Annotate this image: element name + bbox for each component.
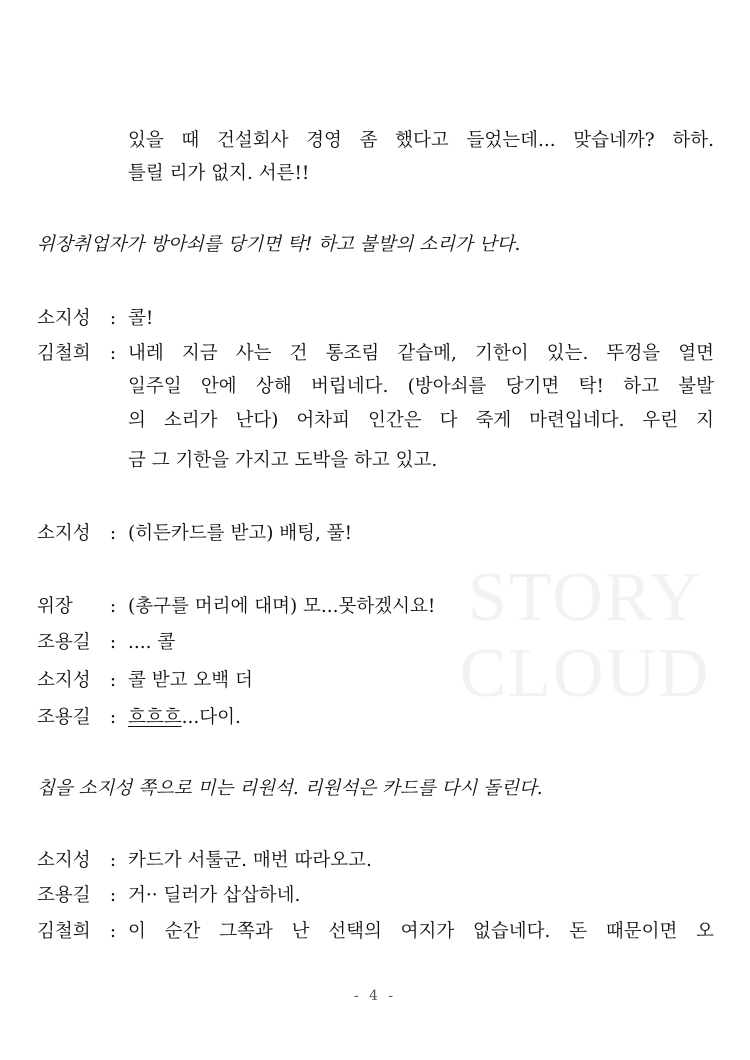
dialogue-line: (총구를 머리에 대며) 모...못하겠시요! (128, 596, 436, 617)
speaker-colon: : (109, 596, 117, 617)
speaker-colon: : (109, 885, 117, 906)
dialogue-line: 콜! (128, 308, 154, 329)
speaker-colon: : (109, 707, 117, 728)
dialogue-line: .... 콜 (128, 632, 176, 653)
underlined-laugh: 흐흐흐 (128, 707, 182, 728)
speaker-name: 조용길 (37, 707, 91, 728)
dialogue-line: 콜 받고 오백 더 (128, 670, 253, 691)
stage-direction: 칩을 소지성 쪽으로 미는 리원석. 리원석은 카드를 다시 돌린다. (37, 778, 543, 799)
dialogue-line: 이 순간 그쪽과 난 선택의 여지가 없습네다. 돈 때문이면 오 (128, 921, 714, 942)
dialogue-continuation-line: 있을 때 건설회사 경영 좀 했다고 들었는데... 맞습네까? 하하. (128, 130, 714, 151)
speaker-name: 위장 (37, 596, 73, 617)
dialogue-line: 의 소리가 난다) 어차피 인간은 다 죽게 마련입네다. 우린 지 (128, 410, 714, 431)
dialogue-line (128, 705, 714, 731)
speaker-name: 김철희 (37, 921, 91, 942)
speaker-colon: : (109, 921, 117, 942)
speaker-colon: : (109, 670, 117, 691)
dialogue-text: ...다이. (181, 707, 241, 728)
speaker-colon: : (109, 850, 117, 871)
speaker-name: 소지성 (37, 670, 91, 691)
stage-direction: 위장취업자가 방아쇠를 당기면 탁! 하고 불발의 소리가 난다. (37, 234, 521, 255)
speaker-colon: : (109, 632, 117, 653)
speaker-name: 소지성 (37, 850, 91, 871)
dialogue-line: 금 그 기한을 가지고 도박을 하고 있고. (128, 450, 438, 471)
dialogue-line: (히든카드를 받고) 배팅, 풀! (128, 523, 353, 544)
watermark-line-1: STORY (467, 559, 703, 636)
speaker-name: 김철희 (37, 343, 91, 364)
speaker-name: 소지성 (37, 523, 91, 544)
dialogue-continuation-line: 틀릴 리가 없지. 서른!! (128, 163, 310, 184)
speaker-name: 소지성 (37, 308, 91, 329)
watermark-line-2: CLOUD (459, 635, 711, 712)
dialogue-line: 일주일 안에 상해 버립네다. (방아쇠를 당기면 탁! 하고 불발 (128, 376, 714, 397)
dialogue-line: 내레 지금 사는 건 통조림 같습메, 기한이 있는. 뚜껑을 열면 (128, 343, 714, 364)
page-number: - 4 - (353, 988, 397, 1004)
speaker-name: 조용길 (37, 632, 91, 653)
speaker-colon: : (109, 308, 117, 329)
speaker-name: 조용길 (37, 885, 91, 906)
dialogue-line: 거·· 딜러가 삽삽하네. (128, 885, 301, 906)
dialogue-line: 카드가 서툴군. 매번 따라오고. (128, 850, 372, 871)
speaker-colon: : (109, 343, 117, 364)
speaker-colon: : (109, 523, 117, 544)
